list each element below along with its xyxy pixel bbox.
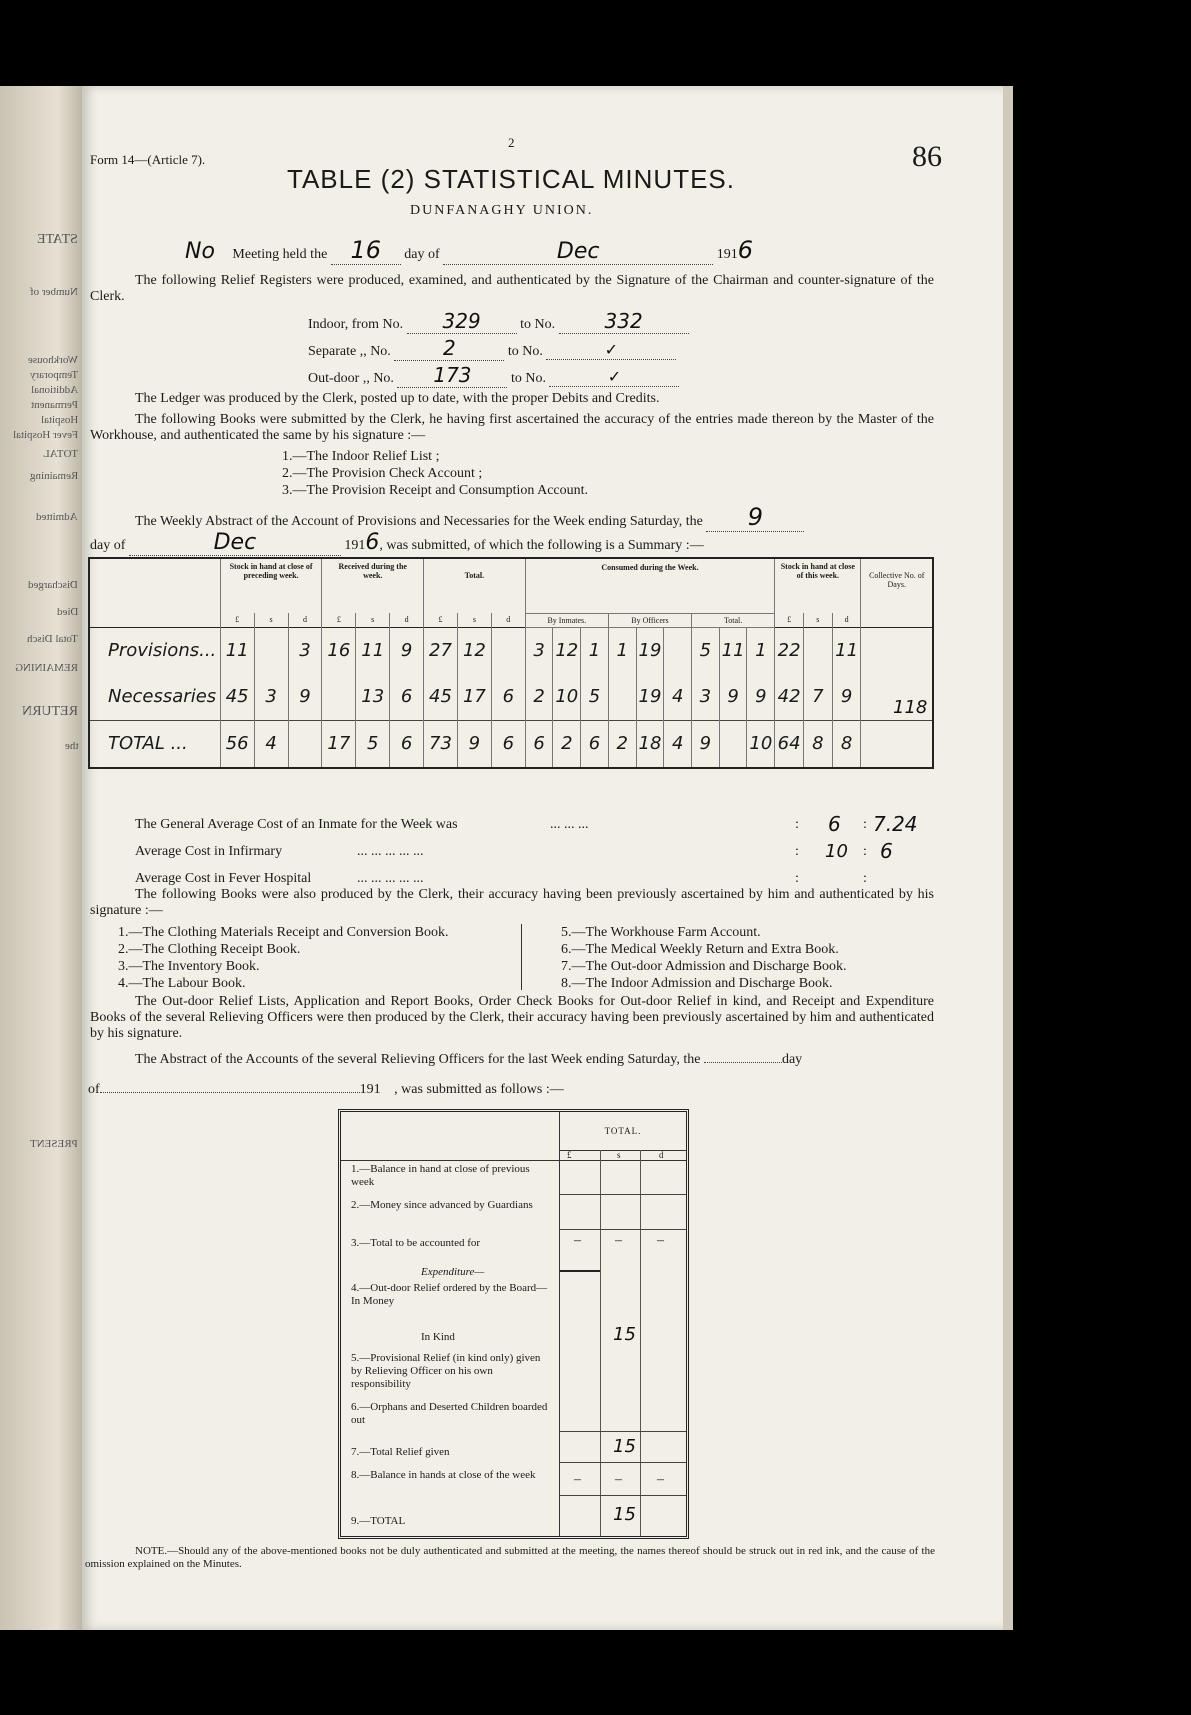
table-cell: 1 (581, 627, 609, 674)
average-infirmary: Average Cost in Infirmary ... ... ... ... ... : 10 : 6 (135, 839, 893, 863)
registers-intro: The following Relief Registers were produced, examined, and authenticated by the Signature of the Chairman and counter-signature of the Clerk. (90, 273, 934, 304)
abstract-year-suffix: 6 (365, 530, 380, 555)
relief-row-pounds: – (574, 1233, 581, 1248)
row-label: TOTAL ... (108, 733, 188, 754)
relief-row-label: 9.—TOTAL (351, 1515, 406, 1527)
lsd-pounds: £ (220, 613, 254, 627)
average-label: Average Cost in Infirmary (135, 844, 283, 859)
left-fragment: Total Disch (27, 633, 78, 645)
register-label: Separate ,, No. (308, 344, 391, 359)
meeting-label: Meeting held the (232, 247, 328, 262)
meeting-number: No (185, 239, 215, 264)
meeting-label-2: day of (404, 247, 440, 262)
table-cell: 4 (664, 720, 692, 768)
table-cell: 1 (608, 627, 636, 674)
table-cell: 73 (424, 720, 458, 768)
table-cell: 2 (608, 720, 636, 768)
table-cell: 19 (636, 674, 664, 721)
left-fragment: Discharged (28, 579, 78, 591)
abstract-month: Dec (129, 530, 341, 556)
table-cell: 8 (803, 720, 832, 768)
books2-right (561, 924, 847, 992)
table-row-total (89, 720, 933, 768)
table-cell: 11 (832, 627, 861, 674)
left-fragment: Died (56, 606, 78, 618)
relief-row-label: 3.—Total to be accounted for (351, 1237, 481, 1249)
table-cell: 19 (636, 627, 664, 674)
relief-row-shillings: 15 (613, 1324, 636, 1345)
table-cell: 8 (832, 720, 861, 768)
table-cell (491, 627, 525, 674)
left-fragment: PRESENT (30, 1138, 78, 1150)
relieving-year: 191 (359, 1082, 381, 1097)
register-to: ✓ (549, 367, 679, 387)
relief-row-label: 8.—Balance in hands at close of the week (351, 1469, 536, 1481)
table-cell: 17 (457, 674, 491, 721)
table-cell: 9 (692, 720, 720, 768)
register-to: 332 (559, 309, 689, 334)
table-cell: 13 (356, 674, 390, 721)
left-fragment: Number of (30, 286, 78, 298)
header-total: Total. (424, 558, 526, 613)
register-to-label: to No. (507, 344, 543, 359)
register-from: 173 (397, 363, 507, 388)
books2-left (118, 924, 449, 992)
table-cell: 11 (356, 627, 390, 674)
abstract-line-1 (135, 503, 804, 532)
table-cell: 64 (775, 720, 804, 768)
table-cell (288, 720, 322, 768)
table-cell: 22 (775, 627, 804, 674)
header-received: Received during the week. (322, 558, 424, 613)
abstract-text-3: , was submitted, of which the following is a Summary :— (379, 538, 704, 553)
collective-days-cell (861, 720, 933, 768)
lsd-shillings: s (254, 613, 288, 627)
table-cell (803, 627, 832, 674)
lsd-pounds: £ (424, 613, 458, 627)
lsd-pence: d (832, 613, 861, 627)
header-stock-start: Stock in hand at close of preceding week. (220, 558, 322, 613)
table-cell: 16 (322, 627, 356, 674)
table-cell: 9 (457, 720, 491, 768)
left-fragment: REMAINING (15, 662, 78, 674)
relief-row-label: 5.—Provisional Relief (in kind only) given by Relieving Officer on his own responsibility (351, 1352, 541, 1390)
relief-row-label: 2.—Money since advanced by Guardians (351, 1199, 533, 1211)
relief-lsd-shillings: s (617, 1150, 621, 1160)
average-label: The General Average Cost of an Inmate for the Week was (135, 817, 458, 832)
table-cell (664, 627, 692, 674)
books2-intro: The following Books were also produced by the Clerk, their accuracy having been previously ascertained by him and authenticated by his signature :— (90, 887, 934, 918)
table-row-provisions (89, 627, 933, 674)
page-title: TABLE (2) STATISTICAL MINUTES. (287, 164, 735, 194)
lsd-pence: d (288, 613, 322, 627)
page-edge (1003, 86, 1013, 1630)
book-item: 3.—The Inventory Book. (118, 959, 260, 974)
table-cell (254, 627, 288, 674)
left-fragment: Workhouse (28, 354, 78, 366)
book-item: 6.—The Medical Weekly Return and Extra Book. (561, 942, 839, 957)
subheader-inmates: By Inmates. (525, 613, 608, 627)
average-shillings: 6 (828, 812, 841, 836)
lsd-shillings: s (457, 613, 491, 627)
meeting-year-prefix: 191 (716, 247, 738, 262)
register-to-label: to No. (520, 317, 556, 332)
relief-lsd-pence: d (659, 1150, 664, 1160)
book-item: 3.—The Provision Receipt and Consumption Account. (282, 483, 589, 498)
register-outdoor (308, 363, 679, 388)
left-fragment: the (64, 740, 78, 752)
union-name: DUNFANAGHY UNION. (410, 203, 594, 218)
table-cell: 12 (553, 627, 581, 674)
row-label: Necessaries (108, 686, 217, 707)
table-cell: 7 (803, 674, 832, 721)
table-cell: 18 (636, 720, 664, 768)
table-cell: 45 (424, 674, 458, 721)
meeting-line (185, 236, 753, 265)
lsd-pounds: £ (775, 613, 804, 627)
meeting-month: Dec (443, 239, 713, 265)
relief-row-label: 4.—Out-door Relief ordered by the Board— In Money (351, 1282, 548, 1307)
relief-row-pounds: – (574, 1472, 581, 1487)
table-cell: 3 (525, 627, 553, 674)
relieving-line-2 (88, 1082, 564, 1098)
average-fever: Average Cost in Fever Hospital ... ... ... ... ... : : (135, 865, 935, 892)
left-fragment: RETURN (22, 704, 78, 719)
relief-lsd-pounds: £ (567, 1150, 572, 1160)
table-cell: 5 (356, 720, 390, 768)
left-fragment: Fever Hospital (12, 429, 78, 441)
average-general: The General Average Cost of an Inmate for the Week was ... ... ... : 6 : 7.24 (135, 812, 918, 836)
lsd-shillings: s (803, 613, 832, 627)
table-cell: 2 (553, 720, 581, 768)
table-cell: 11 (719, 627, 747, 674)
left-fragment: Additional (30, 384, 78, 396)
table-cell: 12 (457, 627, 491, 674)
average-label: Average Cost in Fever Hospital (135, 871, 312, 886)
table-cell: 1 (747, 627, 775, 674)
books-list (282, 448, 588, 499)
relieving-line-1 (135, 1052, 802, 1068)
register-indoor (308, 309, 689, 334)
table-cell: 10 (747, 720, 775, 768)
average-shillings: 10 (825, 841, 848, 862)
table-cell (719, 720, 747, 768)
register-separate (308, 336, 676, 361)
book-item: 2.—The Clothing Receipt Book. (118, 942, 301, 957)
header-blank (89, 558, 220, 613)
averages (135, 811, 935, 892)
table-cell: 3 (288, 627, 322, 674)
table-cell: 9 (390, 627, 424, 674)
relief-row-label: Expenditure— (421, 1266, 485, 1278)
row-label: Provisions... (108, 640, 217, 661)
abstract-line-2 (90, 530, 704, 556)
relief-row-shillings: 15 (613, 1436, 636, 1457)
abstract-text: The Weekly Abstract of the Account of Provisions and Necessaries for the Week ending Saturday, the (135, 514, 703, 529)
register-from: 2 (394, 336, 504, 361)
left-fragment: Remaining (29, 470, 78, 482)
lsd-pence: d (491, 613, 525, 627)
book-item: 8.—The Indoor Admission and Discharge Book. (561, 976, 833, 991)
left-fragment: Hospital (40, 414, 78, 426)
list-divider (521, 924, 522, 990)
relief-row-shillings: – (615, 1233, 622, 1248)
table-cell: 9 (719, 674, 747, 721)
relief-row-pence: – (657, 1472, 664, 1487)
left-fragment: TOTAL (43, 448, 78, 460)
average-pence: 6 (880, 839, 893, 863)
register-from: 329 (407, 309, 517, 334)
table-row-necessaries (89, 674, 933, 721)
left-fragment: Permanent (30, 399, 78, 411)
table-cell: 10 (553, 674, 581, 721)
table-cell: 3 (692, 674, 720, 721)
table-cell: 9 (747, 674, 775, 721)
page-number: 2 (508, 135, 515, 150)
table-cell: 9 (288, 674, 322, 721)
relief-row-label: 6.—Orphans and Deserted Children boarded out (351, 1401, 548, 1426)
adjacent-page-edge (0, 86, 82, 1630)
relieving-of: of (88, 1082, 100, 1097)
table-cell: 6 (491, 720, 525, 768)
left-fragment: Temporary (29, 369, 78, 381)
subheader-officers: By Officers (608, 613, 691, 627)
relieving-text: The Abstract of the Accounts of the several Relieving Officers for the last Week ending Saturday, the (135, 1052, 701, 1067)
left-fragment: Admitted (36, 511, 78, 523)
relieving-officers-table (338, 1109, 689, 1539)
folio-number: 86 (912, 140, 942, 173)
table-cell: 6 (390, 674, 424, 721)
register-label: Indoor, from No. (308, 317, 404, 332)
table-cell: 6 (525, 720, 553, 768)
register-label: Out-door ,, No. (308, 371, 394, 386)
lsd-shillings: s (356, 613, 390, 627)
books-intro: The following Books were submitted by the Clerk, he having first ascertained the accuracy of the entries made thereon by the Master of the Workhouse, and authenticated the same by his signature :— (90, 412, 934, 443)
form-reference: Form 14—(Article 7). (90, 152, 206, 167)
lsd-pence: d (390, 613, 424, 627)
table-cell: 4 (664, 674, 692, 721)
table-cell: 2 (525, 674, 553, 721)
table-cell: 27 (424, 627, 458, 674)
book-item: 1.—The Indoor Relief List ; (282, 449, 440, 464)
average-dots: ... ... ... ... ... (357, 844, 424, 859)
table-cell: 3 (254, 674, 288, 721)
book-item: 2.—The Provision Check Account ; (282, 466, 483, 481)
relief-row-shillings: – (615, 1472, 622, 1487)
relief-row-label: 1.—Balance in hand at close of previous week (351, 1163, 530, 1188)
relief-row-label: 7.—Total Relief given (351, 1446, 450, 1458)
relief-total-header: TOTAL. (604, 1126, 642, 1136)
collective-days-cell (861, 627, 933, 674)
table-cell: 17 (322, 720, 356, 768)
table-cell (322, 674, 356, 721)
book-item: 5.—The Workhouse Farm Account. (561, 925, 761, 940)
table-cell: 42 (775, 674, 804, 721)
left-fragment: STATE (37, 232, 78, 247)
table-cell: 56 (220, 720, 254, 768)
relief-row-pence: – (657, 1233, 664, 1248)
book-item: 4.—The Labour Book. (118, 976, 246, 991)
meeting-year-suffix: 6 (737, 236, 753, 264)
relieving-end: , was submitted as follows :— (394, 1082, 564, 1097)
provisions-summary-table (88, 557, 934, 769)
footnote: NOTE.—Should any of the above-mentioned books not be duly authenticated and submitted at the meeting, the names thereof should be struck out in red ink, and the cause of the omission explained on the Minutes. (85, 1545, 935, 1570)
abstract-text-2: day of (90, 538, 126, 553)
register-to-label: to No. (510, 371, 546, 386)
book-item: 1.—The Clothing Materials Receipt and Conversion Book. (118, 925, 449, 940)
header-consumed: Consumed during the Week. (525, 558, 774, 613)
subheader-total: Total. (692, 613, 775, 627)
average-pence: 7.24 (873, 812, 918, 836)
collective-days-value: 118 (893, 697, 928, 718)
header-stock-end: Stock in hand at close of this week. (775, 558, 861, 613)
table-cell: 5 (581, 674, 609, 721)
table-cell: 5 (692, 627, 720, 674)
table-cell: 6 (491, 674, 525, 721)
abstract-year-prefix: 191 (344, 538, 366, 553)
outdoor-relief-text: The Out-door Relief Lists, Application and Report Books, Order Check Books for Out-door Relief in kind, and Receipt and Expenditure Books of the several Relieving Officers were then produced by the Clerk, their accuracy having been previously ascertained by him and authenticated by his signature. (90, 994, 934, 1041)
header-collective-days: Collective No. of Days. (861, 558, 933, 613)
table-cell: 6 (390, 720, 424, 768)
relieving-day-suffix: day (781, 1052, 803, 1067)
average-dots: ... ... ... ... ... (357, 871, 424, 886)
register-to: ✓ (546, 340, 676, 360)
table-cell: 11 (220, 627, 254, 674)
ledger-text: The Ledger was produced by the Clerk, posted up to date, with the proper Debits and Credits. (135, 391, 660, 406)
table-cell: 4 (254, 720, 288, 768)
book-item: 7.—The Out-door Admission and Discharge Book. (561, 959, 847, 974)
table-cell: 9 (832, 674, 861, 721)
table-cell: 45 (220, 674, 254, 721)
average-dots: ... ... ... (550, 817, 589, 832)
relief-row-label: In Kind (421, 1331, 455, 1343)
abstract-day: 9 (706, 503, 804, 532)
relief-row-shillings: 15 (613, 1504, 636, 1525)
meeting-day: 16 (331, 236, 401, 265)
lsd-pounds: £ (322, 613, 356, 627)
table-cell (608, 674, 636, 721)
table-cell: 6 (581, 720, 609, 768)
